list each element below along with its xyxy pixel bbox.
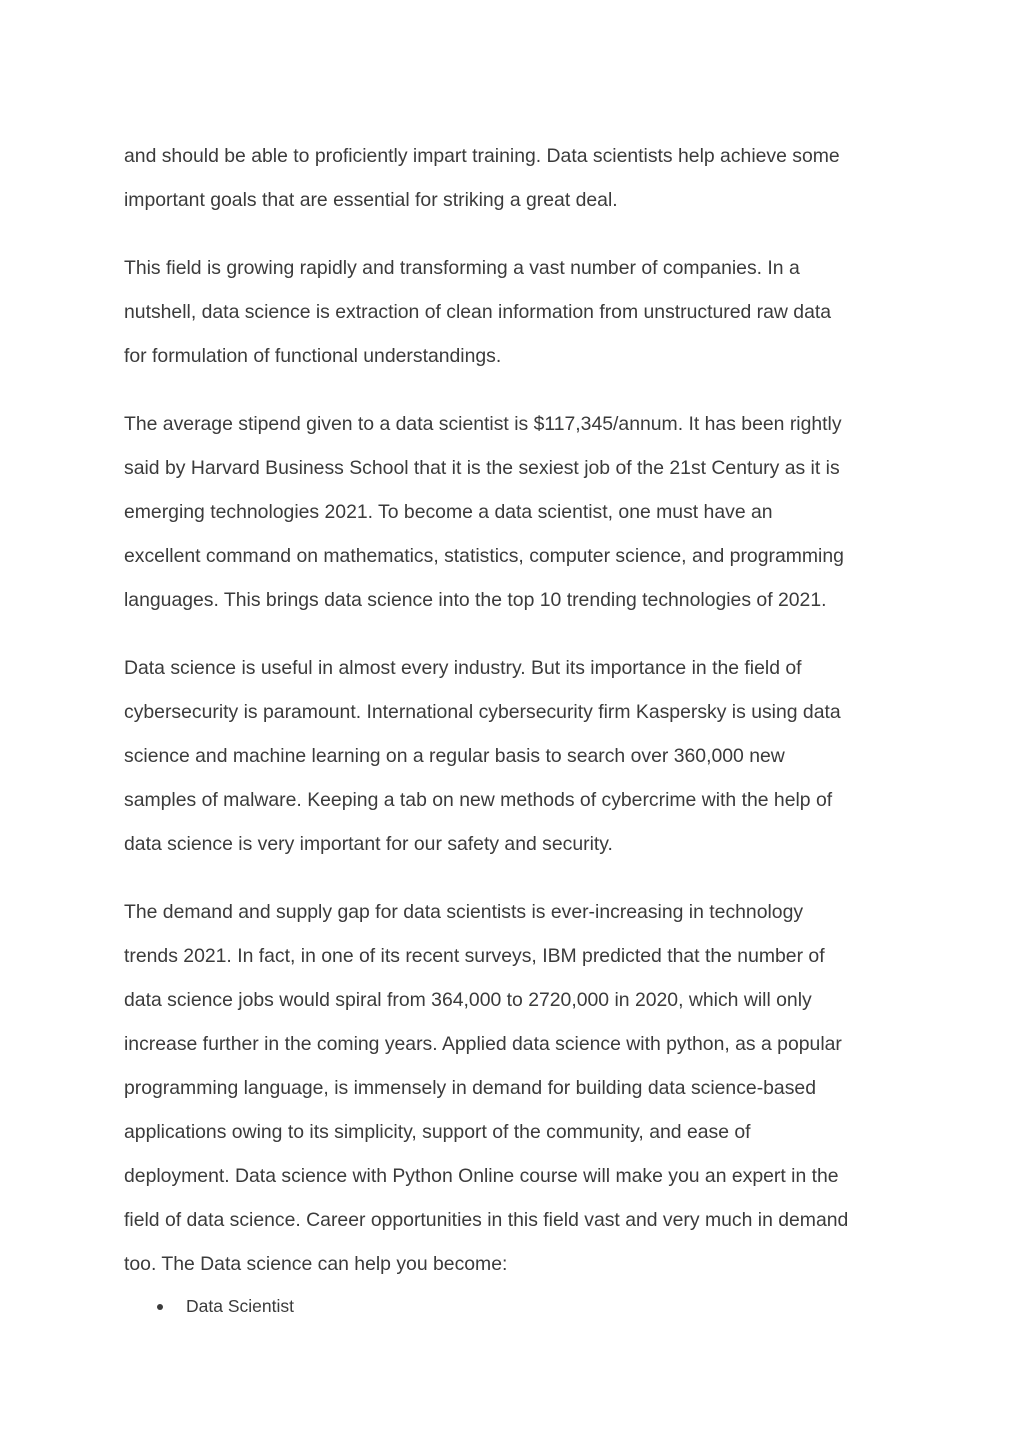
text-line: data science is very important for our safety and security. [124,833,613,855]
text-line: too. The Data science can help you become: [124,1253,508,1275]
text-line: cybersecurity is paramount. International cybersecurity firm Kaspersky is using data [124,701,841,723]
text-line: said by Harvard Business School that it is the sexiest job of the 21st Century as it is [124,457,840,479]
text-line: increase further in the coming years. Applied data science with python, as a popular [124,1033,842,1055]
paragraph-average-stipend [124,402,904,622]
paragraph-field-growth [124,246,904,378]
bullet-dot-icon [157,1304,163,1310]
text-line: science and machine learning on a regular basis to search over 360,000 new [124,745,785,767]
paragraph-demand-supply [124,890,904,1286]
text-line: Data science is useful in almost every industry. But its importance in the field of [124,657,802,679]
paragraph-cybersecurity [124,646,904,866]
text-line: This field is growing rapidly and transforming a vast number of companies. In a [124,257,800,279]
text-line: samples of malware. Keeping a tab on new methods of cybercrime with the help of [124,789,833,811]
text-line: applications owing to its simplicity, support of the community, and ease of [124,1121,751,1143]
text-line: for formulation of functional understandings. [124,345,502,367]
career-bullet-list [124,1294,904,1318]
text-line: important goals that are essential for striking a great deal. [124,189,618,211]
text-line: deployment. Data science with Python Online course will make you an expert in the [124,1165,839,1187]
list-item-label: Data Scientist [186,1296,294,1316]
paragraph-training-goals [124,134,904,222]
text-line: programming language, is immensely in demand for building data science-based [124,1077,816,1099]
text-line: field of data science. Career opportunities in this field vast and very much in demand [124,1209,849,1231]
text-line: The average stipend given to a data scientist is $117,345/annum. It has been rightly [124,413,842,435]
text-line: nutshell, data science is extraction of clean information from unstructured raw data [124,301,832,323]
text-line: languages. This brings data science into the top 10 trending technologies of 2021. [124,589,827,611]
text-line: trends 2021. In fact, in one of its recent surveys, IBM predicted that the number of [124,945,825,967]
list-item [124,1294,904,1318]
text-line: emerging technologies 2021. To become a data scientist, one must have an [124,501,773,523]
text-line: and should be able to proficiently impart training. Data scientists help achieve some [124,145,840,167]
text-line: The demand and supply gap for data scientists is ever-increasing in technology [124,901,804,923]
text-line: excellent command on mathematics, statistics, computer science, and programming [124,545,844,567]
text-line: data science jobs would spiral from 364,000 to 2720,000 in 2020, which will only [124,989,812,1011]
document-body [124,134,904,1318]
